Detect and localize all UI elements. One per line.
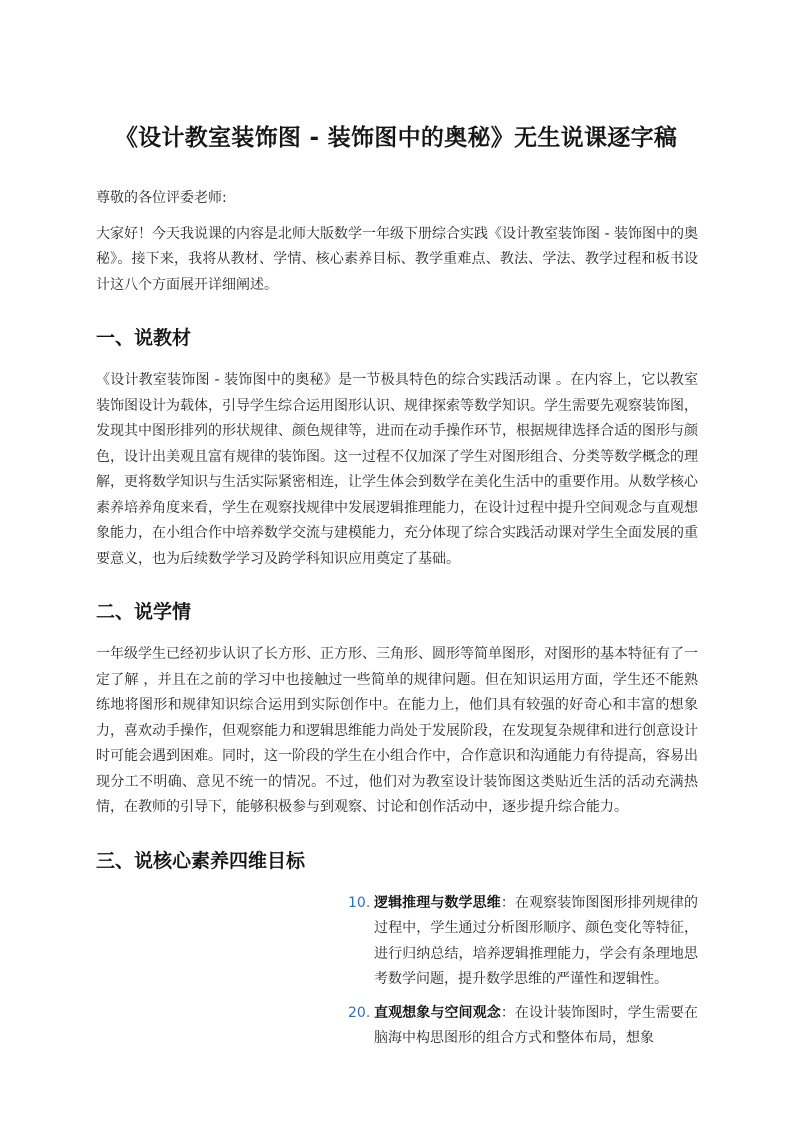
list-item-number: 10.	[348, 894, 371, 911]
document-page	[96, 118, 698, 1060]
section-heading-goals: 三、说核心素养四维目标	[96, 849, 306, 872]
goals-list	[348, 891, 699, 1052]
list-item-number: 20.	[348, 1004, 371, 1021]
section-heading-students: 二、说学情	[96, 601, 192, 623]
greeting-paragraph: 尊敬的各位评委老师:	[96, 190, 227, 206]
intro-paragraph: 大家好！今天我说课的内容是北师大版数学一年级下册综合实践《设计教室装饰图 - 装饰图中的奥秘》。接下来，我将从教材、学情、核心素养目标、教学重难点、教法、学法、教学过程和板书设计这八个方面展开详细阐述。	[96, 225, 698, 293]
section-heading-textbook: 一、说教材	[96, 327, 192, 349]
document-title: 《设计教室装饰图 - 装饰图中的奥秘》无生说课逐字稿	[114, 125, 678, 151]
list-item	[348, 1001, 699, 1052]
section-body-textbook: 《设计教室装饰图 - 装饰图中的奥秘》是一节极具特色的综合实践活动课 。在内容上，它以教室装饰图设计为载体，引导学生综合运用图形认识、规律探索等数学知识。学生需要先观察装饰图，发现其中图形排列的形状规律、颜色规律等，进而在动手操作环节，根据规律选择合适的图形与颜色，设计出美观且富有规律的装饰图。这一过程不仅加深了学生对图形组合、分类等数学概念的理解，更将数学知识与生活实际紧密相连，让学生体会到数学在美化生活中的重要作用。从数学核心素养培养角度来看，学生在观察找规律中发展逻辑推理能力，在设计过程中提升空间观念与直观想象能力，在小组合作中培养数学交流与建模能力，充分体现了综合实践活动课对学生全面发展的重要意义，也为后续数学学习及跨学科知识应用奠定了基础。	[96, 372, 698, 567]
list-item	[348, 891, 699, 993]
list-item-text: ：在观察装饰图图形排列规律的过程中，学生通过分析图形顺序、颜色变化等特征，进行归纳总结，培养逻辑推理能力，学会有条理地思考数学问题，提升数学思维的严谨性和逻辑性。	[374, 894, 699, 987]
section-body-students: 一年级学生已经初步认识了长方形、正方形、三角形、圆形等简单图形，对图形的基本特征有了一定了解 ，并且在之前的学习中也接触过一些简单的规律问题。但在知识运用方面，学生还不能熟练地将图形和规律知识综合运用到实际创作中。在能力上，他们具有较强的好奇心和丰富的想象力，喜欢动手操作，但观察能力和逻辑思维能力尚处于发展阶段，在发现复杂规律和进行创意设计时可能会遇到困难。同时，这一阶段的学生在小组合作中，合作意识和沟通能力有待提高，容易出现分工不明确、意见不统一的情况。不过，他们对为教室设计装饰图这类贴近生活的活动充满热情，在教师的引导下，能够积极参与到观察、讨论和创作活动中，逐步提升综合能力。	[96, 646, 698, 815]
list-item-term: 逻辑推理与数学思维	[374, 894, 501, 911]
list-item-term: 直观想象与空间观念	[374, 1004, 501, 1021]
list-item-text: ：在设计装饰图时，学生需要在脑海中构思图形的组合方式和整体布局，想象	[374, 1004, 699, 1046]
